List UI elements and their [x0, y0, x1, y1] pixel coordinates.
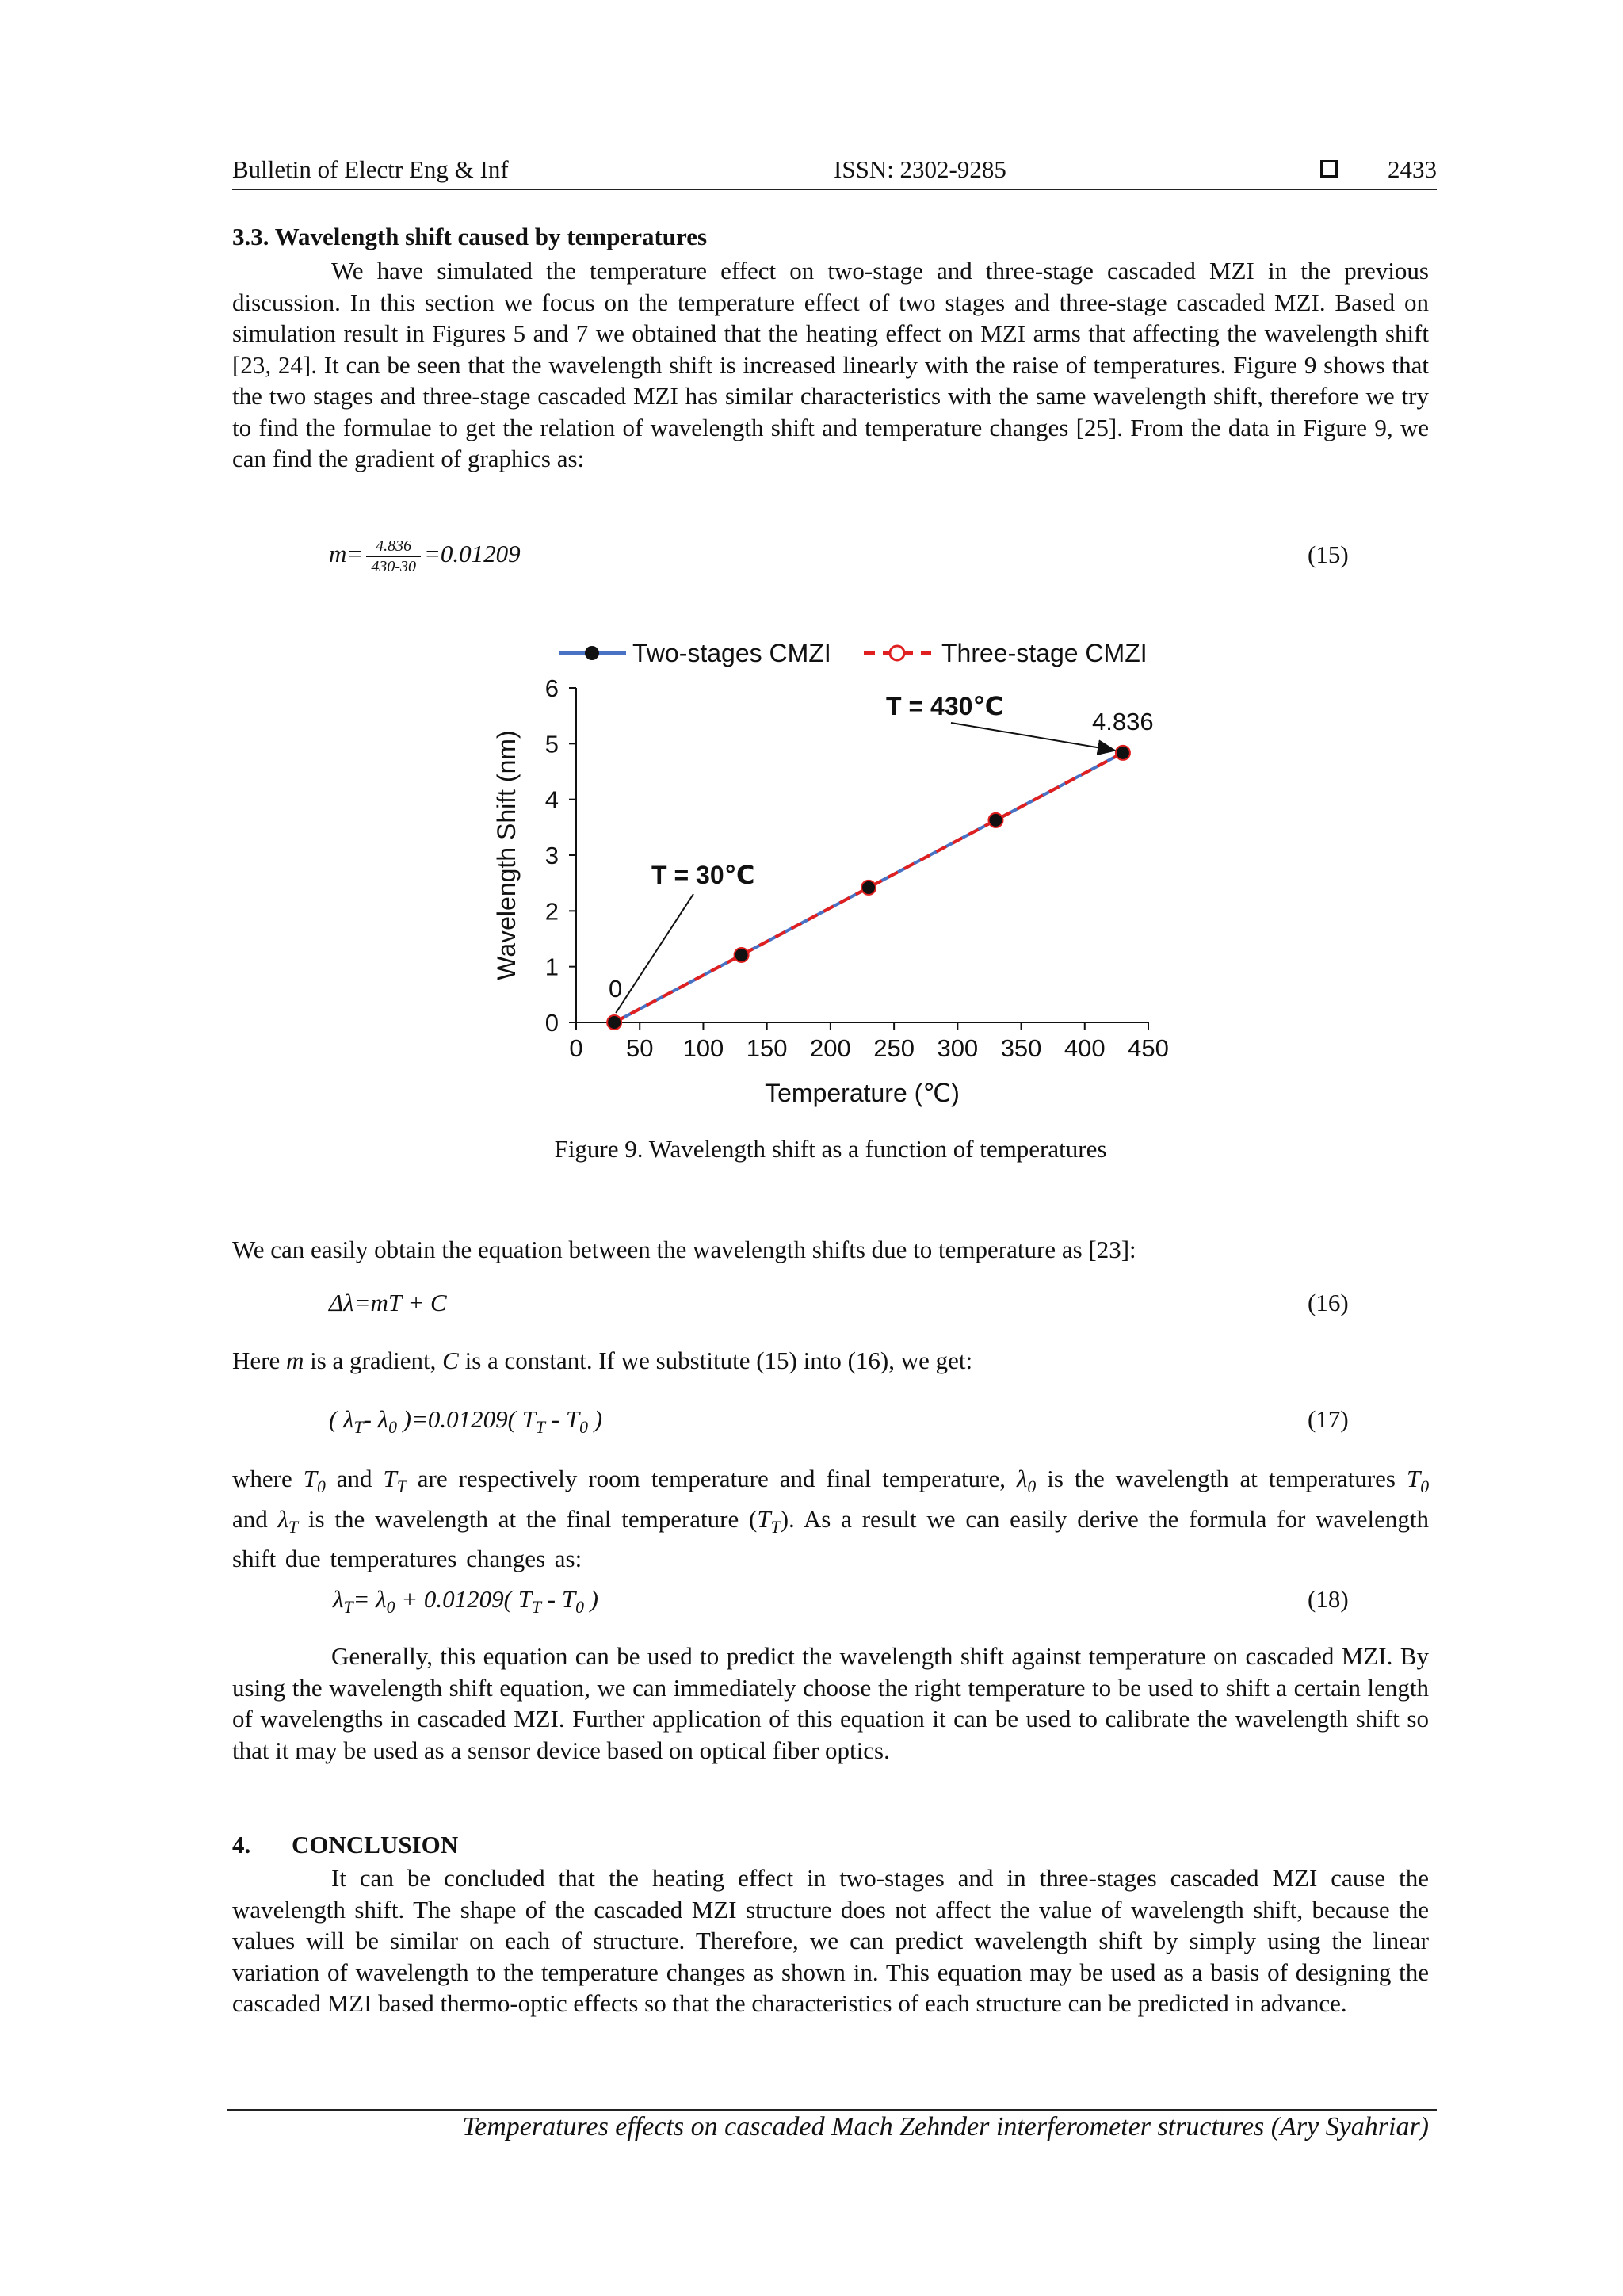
eq15-fraction: [366, 537, 421, 576]
y-tick-label: 6: [544, 674, 559, 702]
eq17-b: - λ: [363, 1405, 389, 1433]
x-tick-label: 100: [682, 1034, 724, 1062]
x-tick-label: 350: [1000, 1034, 1042, 1062]
eq17-number: (17): [1308, 1405, 1349, 1433]
annotation-low-value: 0: [609, 975, 623, 1003]
y-tick-label: 3: [544, 842, 559, 869]
x-tick-label: 250: [873, 1034, 915, 1062]
chart-ticks: [545, 674, 1169, 1062]
eq17-sub3: T: [535, 1418, 546, 1438]
here-c: C: [442, 1347, 459, 1374]
eq18-c: + 0.01209( T: [395, 1585, 532, 1613]
chart-legend: [559, 639, 1148, 667]
eq18-sub3: T: [531, 1598, 541, 1618]
where-e: and: [232, 1504, 268, 1533]
issn: ISSN: 2302-9285: [834, 155, 1006, 183]
x-tick-label: 400: [1064, 1034, 1106, 1062]
eq18-d: - T: [541, 1585, 576, 1613]
x-tick-label: 200: [810, 1034, 851, 1062]
x-tick-label: 300: [937, 1034, 979, 1062]
y-axis-label: Wavelength Shift (nm): [492, 730, 521, 980]
here-d: is a constant. If we substitute (15) into (16), we get:: [458, 1347, 973, 1374]
eq18-e: ): [583, 1585, 598, 1613]
annotation-high-temp: T = 430℃: [886, 692, 1004, 720]
eq15-rhs: =0.01209: [423, 540, 521, 568]
chart-axes: [576, 688, 1148, 1022]
eq17-sub4: 0: [579, 1418, 588, 1438]
y-tick-label: 0: [544, 1009, 559, 1037]
here-m: m: [285, 1347, 304, 1374]
section-paragraph-text: We have simulated the temperature effect on two-stage and three-stage cascaded MZI in the previous discussion. In this section we focus on the temperature effect of two stages and three-stage cascaded MZI. Based on simulation result in Figures 5 and 7 we obtained that the heating effect on MZI arms that affecting the wavelength shift [23, 24]. It can be seen that the wavelength shift is increased linearly with the raise of temperatures. Figure 9 shows that the two stages and three-stage cascaded MZI has similar characteristics with the same wavelength shift, therefore we try to find the formulae to get the relation of wavelength shift and temperature changes [25]. From the data in Figure 9, we can find the gradient of graphics as:: [232, 257, 1429, 472]
page-header: [232, 149, 1437, 190]
general-paragraph: [232, 1641, 1429, 1766]
conclusion-number: 4.: [232, 1831, 251, 1859]
conclusion-paragraph: [232, 1862, 1429, 2019]
y-tick-label: 5: [544, 730, 559, 758]
eq18-sub4: 0: [575, 1598, 584, 1618]
y-tick-label: 1: [544, 953, 559, 981]
legend-label-three-stage: Three-stage CMZI: [941, 639, 1148, 667]
footer-rule: [227, 2109, 1437, 2111]
eq16-number: (16): [1308, 1289, 1349, 1316]
y-tick-label: 4: [544, 785, 559, 814]
section-paragraph: [232, 255, 1429, 475]
intro-eq16: We can easily obtain the equation between the wavelength shifts due to temperature as [23]:: [232, 1236, 1136, 1263]
legend-marker-three-stage: [890, 646, 904, 660]
square-bullet-icon: [1320, 160, 1338, 178]
page-footer: Temperatures effects on cascaded Mach Zehnder interferometer structures (Ary Syahriar): [462, 2112, 1429, 2141]
annotation-high-arrow: [951, 723, 1115, 751]
x-tick-label: 50: [625, 1034, 654, 1062]
equation-15: [329, 537, 521, 576]
annotation-low-pointer: [616, 894, 693, 1013]
equation-17: [329, 1405, 602, 1438]
conclusion-paragraph-text: It can be concluded that the heating effect in two-stages and in three-stages cascaded MZI cause the wavelength shift. The shape of the cascaded MZI structure does not affect the value of wavelength shift, because the values will be similar on each of structure. Therefore, we can predict wavelength shift by simply using the linear variation of wavelength to the temperature changes as shown in. This equation may be used as a basis of designing the cascaded MZI based thermo-optic effects so that the characteristics of each structure can be predicted in advance.: [232, 1864, 1429, 2017]
equation-18: [333, 1585, 598, 1618]
eq18-number: (18): [1308, 1585, 1349, 1613]
where-a: where: [232, 1465, 292, 1492]
where-c: are respectively room temperature and final temperature,: [417, 1465, 1006, 1492]
eq17-c: )=0.01209( T: [396, 1405, 536, 1433]
section-title: 3.3. Wavelength shift caused by temperatures: [232, 223, 708, 250]
conclusion-heading: [232, 1831, 458, 1859]
eq17-e: ): [587, 1405, 603, 1433]
eq18-a: λ: [333, 1585, 344, 1613]
where-paragraph: where $T_0$ and $T_T$ are respectively room temperature and final temperature, $\lambda_0$ is the wavelength at temperatures $T_0$ and $\lambda_T$ is the wavelength at the final temperature $(T_T)$. As a result we can easily derive the formula for wavelength shift due temperatures changes as:: [232, 1465, 1430, 1573]
eq15-lhs: m=: [329, 540, 364, 568]
eq17-a: ( λ: [329, 1405, 354, 1433]
x-axis-label: Temperature (℃): [765, 1079, 960, 1107]
chart-annotations: [609, 692, 1154, 1013]
here-b: is a gradient,: [304, 1347, 443, 1374]
legend-marker-two-stage: [585, 646, 599, 660]
where-b: and: [336, 1465, 372, 1492]
legend-label-two-stage: Two-stages CMZI: [632, 639, 831, 667]
eq15-numerator: 4.836: [366, 537, 421, 557]
where-f: is the wavelength at the final temperature (: [307, 1504, 758, 1533]
x-tick-label: 150: [746, 1034, 788, 1062]
eq18-sub2: 0: [386, 1598, 395, 1618]
gradient-sentence: [232, 1345, 1429, 1377]
conclusion-title: CONCLUSION: [292, 1831, 459, 1859]
eq17-sub2: 0: [388, 1418, 397, 1438]
eq17-sub1: T: [353, 1418, 364, 1438]
x-tick-label: 0: [569, 1034, 583, 1062]
where-g: ). As a result we can easily derive the formula for wavelength shift due temperatures changes as:: [232, 1504, 1430, 1573]
equation-16: Δλ=mT + C: [329, 1289, 447, 1316]
eq15-denominator: 430-30: [371, 558, 416, 575]
page-number: 2433: [1388, 155, 1437, 183]
figure-caption: Figure 9. Wavelength shift as a function of temperatures: [554, 1135, 1107, 1163]
y-tick-label: 2: [544, 897, 559, 926]
here-a: Here: [232, 1347, 286, 1374]
annotation-low-temp: T = 30℃: [651, 861, 755, 889]
where-d: is the wavelength at temperatures: [1047, 1465, 1396, 1492]
eq18-b: = λ: [353, 1585, 387, 1613]
annotation-high-value: 4.836: [1092, 708, 1154, 735]
general-paragraph-text: Generally, this equation can be used to predict the wavelength shift against temperature on cascaded MZI. By using the wavelength shift equation, we can immediately choose the right temperature to be used to shift a certain length of wavelengths in cascaded MZI. Further application of this equation it can be used to calibrate the wavelength shift so that it may be used as a sensor device based on optical fiber optics.: [232, 1642, 1429, 1764]
eq15-number: (15): [1308, 541, 1349, 568]
journal-name: Bulletin of Electr Eng & Inf: [232, 155, 509, 183]
figure-9-chart: [475, 626, 1189, 1117]
eq17-d: - T: [545, 1405, 580, 1433]
eq18-sub1: T: [343, 1598, 353, 1618]
x-tick-label: 450: [1128, 1034, 1169, 1062]
